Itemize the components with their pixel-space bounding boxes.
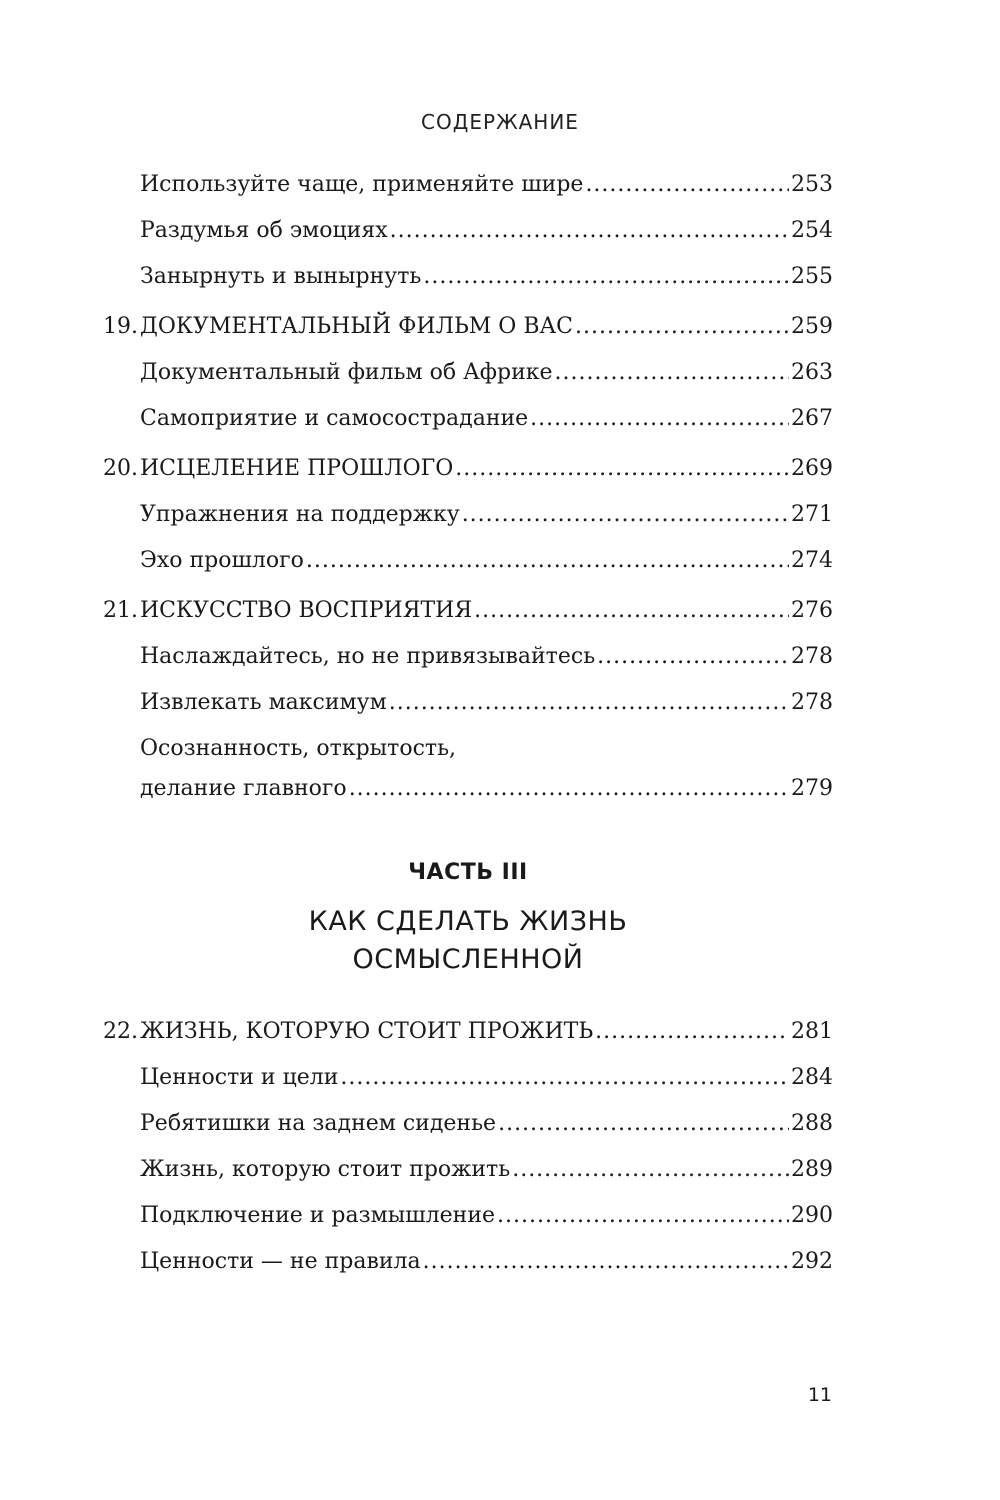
chapter-page: 276 <box>791 598 833 623</box>
entry-page: 253 <box>791 172 833 197</box>
leader-dots <box>389 688 789 718</box>
entry-title: Наслаждайтесь, но не привязывайтесь <box>140 644 596 669</box>
toc-entry[interactable] <box>103 1247 833 1277</box>
leader-dots <box>423 262 789 292</box>
leader-dots <box>349 774 789 804</box>
leader-dots <box>530 404 789 434</box>
chapter-number: 21. <box>103 598 138 623</box>
entry-page: 278 <box>791 644 833 669</box>
entry-page: 279 <box>791 776 833 801</box>
entry-page: 284 <box>791 1065 833 1090</box>
toc-entry[interactable] <box>103 358 833 388</box>
entry-title: Упражнения на поддержку <box>140 502 460 527</box>
entry-title: Ценности и цели <box>140 1065 339 1090</box>
toc-entry[interactable] <box>103 404 833 434</box>
entry-page: 289 <box>791 1157 833 1182</box>
entry-title: Подключение и размышление <box>140 1203 496 1228</box>
leader-dots <box>306 546 789 576</box>
toc-entry[interactable] <box>103 1063 833 1093</box>
entry-title: Самоприятие и самосострадание <box>140 406 529 431</box>
toc-entry[interactable] <box>103 642 833 672</box>
toc-chapter-22[interactable] <box>103 1017 833 1047</box>
chapter-number: 22. <box>103 1019 138 1044</box>
table-of-contents <box>103 170 833 1293</box>
part-heading <box>103 860 833 979</box>
leader-dots <box>595 1017 789 1047</box>
toc-entry[interactable] <box>103 500 833 530</box>
toc-entry[interactable] <box>103 546 833 576</box>
toc-entry[interactable] <box>103 1155 833 1185</box>
leader-dots <box>575 312 789 342</box>
chapter-page: 269 <box>791 456 833 481</box>
leader-dots <box>585 170 789 200</box>
leader-dots <box>340 1063 789 1093</box>
entry-title: Ценности — не правила <box>140 1249 421 1274</box>
chapter-number: 19. <box>103 314 138 339</box>
entry-page: 292 <box>791 1249 833 1274</box>
toc-entry[interactable] <box>103 1109 833 1139</box>
chapter-title: ИСКУССТВО ВОСПРИЯТИЯ <box>140 598 473 623</box>
chapter-page: 259 <box>791 314 833 339</box>
entry-title: Извлекать максимум <box>140 690 387 715</box>
entry-page: 278 <box>791 690 833 715</box>
leader-dots <box>455 454 789 484</box>
leader-dots <box>390 216 789 246</box>
leader-dots <box>498 1109 789 1139</box>
entry-page: 288 <box>791 1111 833 1136</box>
toc-chapter-19[interactable] <box>103 312 833 342</box>
chapter-title: ЖИЗНЬ, КОТОРУЮ СТОИТ ПРОЖИТЬ <box>140 1019 594 1044</box>
entry-title: Жизнь, которую стоит прожить <box>140 1157 511 1182</box>
toc-entry[interactable] <box>103 688 833 718</box>
chapter-title: ИСЦЕЛЕНИЕ ПРОШЛОГО <box>140 456 454 481</box>
entry-title: Эхо прошлого <box>140 548 304 573</box>
toc-chapter-21[interactable] <box>103 596 833 626</box>
leader-dots <box>423 1247 789 1277</box>
chapter-page: 281 <box>791 1019 833 1044</box>
chapter-title: ДОКУМЕНТАЛЬНЫЙ ФИЛЬМ О ВАС <box>140 314 573 339</box>
running-head: СОДЕРЖАНИЕ <box>421 110 579 134</box>
entry-page: 274 <box>791 548 833 573</box>
entry-page: 263 <box>791 360 833 385</box>
part-title-line2: ОСМЫСЛЕННОЙ <box>352 944 584 975</box>
part-title-line1: КАК СДЕЛАТЬ ЖИЗНЬ <box>308 906 628 937</box>
entry-title: Ребятишки на заднем сиденье <box>140 1111 497 1136</box>
entry-title-line2: делание главного <box>140 776 347 801</box>
entry-page: 267 <box>791 406 833 431</box>
entry-title: Раздумья об эмоциях <box>140 218 388 243</box>
leader-dots <box>497 1201 789 1231</box>
toc-entry[interactable] <box>103 774 833 804</box>
entry-title-line1: Осознанность, открытость, <box>140 736 457 761</box>
entry-title: Документальный фильм об Африке <box>140 360 553 385</box>
entry-title: Используйте чаще, применяйте шире <box>140 172 584 197</box>
entry-page: 254 <box>791 218 833 243</box>
toc-entry[interactable] <box>103 216 833 246</box>
leader-dots <box>555 358 789 388</box>
leader-dots <box>474 596 789 626</box>
toc-entry[interactable] <box>103 1201 833 1231</box>
entry-page: 255 <box>791 264 833 289</box>
entry-page: 271 <box>791 502 833 527</box>
entry-page: 290 <box>791 1203 833 1228</box>
leader-dots <box>462 500 789 530</box>
page-number: 11 <box>807 1384 832 1406</box>
toc-entry[interactable] <box>103 262 833 292</box>
leader-dots <box>597 642 789 672</box>
toc-chapter-20[interactable] <box>103 454 833 484</box>
entry-title: Занырнуть и вынырнуть <box>140 264 422 289</box>
part-label: ЧАСТЬ III <box>408 860 528 885</box>
leader-dots <box>512 1155 789 1185</box>
toc-entry[interactable] <box>103 170 833 200</box>
chapter-number: 20. <box>103 456 138 481</box>
